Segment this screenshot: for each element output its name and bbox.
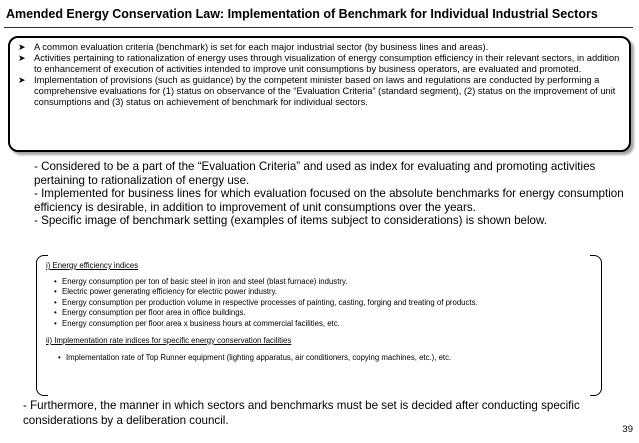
summary-item-text: Implementation of provisions (such as guidance) by the competent minister based on laws and regulations are conducted by performing a comprehensive evaluations for (1) status on observance of the “Evaluation Criteria” (standard segment), (2) status on the improvement of unit consumptions and (3) status on achievement of benchmark for individual sectors. <box>34 75 616 107</box>
detail-list <box>34 160 629 228</box>
dot-bullet-icon: • <box>54 308 57 318</box>
implementation-rate-heading: ii) Implementation rate indices for specific energy conservation facilities <box>46 336 292 346</box>
list-item <box>46 298 594 308</box>
summary-item-text: A common evaluation criteria (benchmark) is set for each major industrial sector (by business lines and areas). <box>34 42 489 52</box>
detail-item: - Implemented for business lines for which evaluation focused on the absolute benchmarks for energy consumption efficiency is desirable, in addition to improvement of unit consumptions over the years. <box>34 187 624 214</box>
list-item <box>46 353 594 363</box>
energy-efficiency-heading: i) Energy efficiency indices <box>46 261 139 270</box>
closing-note: - Furthermore, the manner in which sectors and benchmarks must be set is decided after conducting specific considerations by a deliberation council. <box>23 399 580 427</box>
dot-bullet-icon: • <box>54 318 57 328</box>
list-item <box>46 277 594 287</box>
dot-bullet-icon: • <box>54 297 57 307</box>
summary-box <box>8 36 631 152</box>
detail-item: - Considered to be a part of the “Evaluation Criteria” and used as index for evaluating and promoting activities pertaining to rationalization of energy use. <box>34 160 596 187</box>
arrow-bullet-icon: ➤ <box>18 53 26 63</box>
arrow-bullet-icon: ➤ <box>18 75 26 85</box>
dot-bullet-icon: • <box>54 277 57 286</box>
list-item <box>46 308 594 318</box>
list-item-text: Electric power generating efficiency for electric power industry. <box>62 287 278 297</box>
list-item-text: Energy consumption per floor area in office buildings. <box>62 308 246 318</box>
summary-list <box>16 42 621 108</box>
list-item-text: Implementation rate of Top Runner equipment (lighting apparatus, air conditioners, copying machines, etc.), etc. <box>66 353 452 363</box>
summary-item <box>16 53 621 75</box>
list-item-text: Energy consumption per production volume in respective processes of painting, casting, forging and treating of products. <box>62 297 478 307</box>
energy-efficiency-list <box>46 277 594 329</box>
page-title: Amended Energy Conservation Law: Implementation of Benchmark for Individual Industrial Sectors <box>6 7 598 21</box>
summary-item <box>16 42 621 53</box>
dot-bullet-icon: • <box>54 287 57 297</box>
detail-item: - Specific image of benchmark setting (examples of items subject to considerations) is shown below. <box>34 214 547 228</box>
dot-bullet-icon: • <box>58 353 61 363</box>
list-item-text: Energy consumption per floor area x business hours at commercial facilities, etc. <box>62 318 340 328</box>
list-item <box>46 287 594 297</box>
summary-item-text: Activities pertaining to rationalization of energy uses through visualization of energy consumption efficiency in their relevant sectors, in addition to enhancement of execution of activities intended to improve unit consumptions by business operators, are evaluated and promoted. <box>34 53 620 74</box>
examples-content <box>46 261 594 363</box>
arrow-bullet-icon: ➤ <box>18 42 26 52</box>
list-item-text: Energy consumption per ton of basic steel in iron and steel (blast furnace) industry. <box>62 277 348 286</box>
implementation-rate-list <box>46 353 594 363</box>
summary-item <box>16 75 621 108</box>
examples-box <box>36 255 602 396</box>
page-number: 39 <box>622 424 633 435</box>
list-item <box>46 319 594 329</box>
title-divider <box>4 27 633 28</box>
